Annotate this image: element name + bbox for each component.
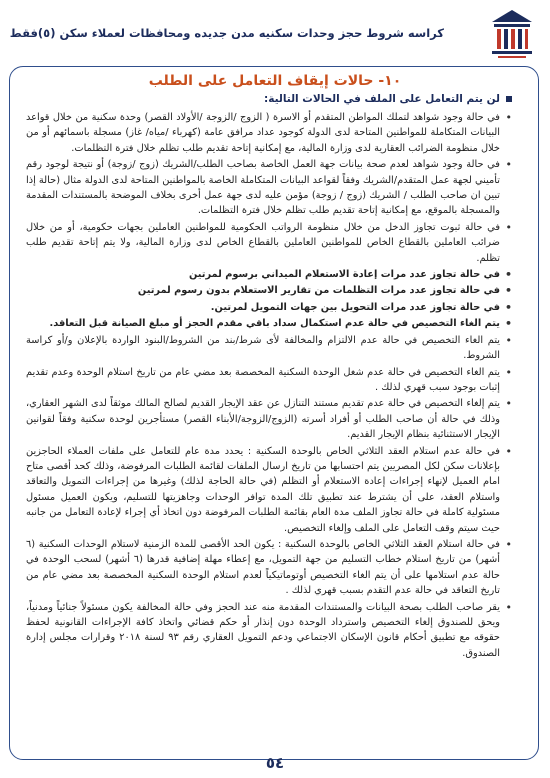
page-header [0,0,550,68]
header-title: كراسه شروط حجز وحدات سكنيه مدن جديده ومحافظات لعملاء سكن (٥)فقط [9,26,444,40]
list-item: • يتم إلغاء التخصيص في حالة عدم تقديم مستند التنازل عن عقد الإيجار القديم لصالح المالك موثقاً لدى الشهر العقاري، وذلك في حالة أن صاحب الطلب أو أفراد أسرته (الزوج/الزوجة/الأبناء القصر) مستأجرين لوحدة سكنية وفقاً لقوانين الإيجار الاستثنائية بنظام الإيجار القديم. [26,396,512,442]
list-item: • في حالة استلام العقد الثلاثي الخاص بالوحدة السكنية : يكون الحد الأقصى للمدة الزمنية لاستلام الوحدات السكنية (٦ أشهر) من تاريخ استلام خطاب التسليم من جهة التمويل، مع إعطاء مهلة إضافية قدرها (٦ أشهر) لسحب الوحدة في حالة عدم استلامها على أن يتم الغاء التخصيص أوتوماتيكياً لعدم استلام الوحدة السكنية المخصصة بعد مضي عام من تاريخ التعاقد في حالة عدم التقدم بسبب قهري لذلك . [26,537,512,599]
section-lead [32,93,512,105]
conditions-list [26,110,512,662]
list-item: • يقر صاحب الطلب بصحة البيانات والمستندات المقدمة منه عند الحجز وفي حالة المخالفة يكون مسئولاً جنائياً ومدنياً، ويحق للصندوق إلغاء التخصيص واسترداد الوحدة دون إنذار أو حكم قضائي واتخاذ كافة الإجراءات القانونية لحفظ حقوقه مع تطبيق أحكام قانون الإسكان الاجتماعي ودعم التمويل العقاري رقم ٩٣ لسنة ٢٠١٨ وقرارات مجلس إدارة الصندوق. [26,600,512,662]
list-item: • يتم الغاء التخصيص في حالة عدم استكمال سداد باقي مقدم الحجز أو مبلغ الصيانة قبل التعاقد. [26,316,512,331]
page-number: ٥٤ [265,754,285,772]
list-item: • في حالة ثبوت تجاوز الدخل من خلال منظومة الرواتب الحكومية للمواطنين العاملين بجهات حكومية، أو من خلال ضرائب العاملين بالقطاع الخاص للمواطنين العاملين بالقطاع الخاص لدى وزارة المالية، ولا يتم إتاحة تقديم طلب تظلم. [26,220,512,266]
list-item: • في حالة وجود شواهد لعدم صحة بيانات جهة العمل الخاصة بصاحب الطلب/الشريك (زوج /زوجة) أو نتيجة لوجود رقم تأميني لجهة عمل المتقدم/الشريك وفقاً لقواعد البيانات المتكاملة الخاصة بالمواطنين المتاحة لدى الدولة مثال (حالة إذا تبين ان صاحب الطلب / الشريك (زوج / زوجة) مؤمن عليه لدى جهة عمل أخرى بخلاف الموضحة بالمستندات المقدمة والمسجلة بالموقع، مع إمكانية إتاحة تقديم طلب تظلم خلال فترة التظلمات. [26,157,512,219]
section-lead-text: لن يتم التعامل على الملف في الحالات التالية: [264,93,500,105]
list-item: • في حالة تجاوز عدد مرات إعادة الاستعلام الميداني برسوم لمرتين [26,267,512,282]
list-item: • يتم الغاء التخصيص في حالة عدم الالتزام والمخالفة لأى شرط/بند من الشروط/البنود الواردة بالإعلان و/أو كراسة الشروط. [26,333,512,364]
list-item: • في حالة وجود شواهد لتملك المواطن المتقدم أو الاسرة ( الزوج /الزوجة /الأولاد القصر) وحدة سكنية من خلال قواعد البيانات المتكاملة للمواطنين المتاحة لدى الدولة كوجود عداد مرافق عامة (كهرباء /مياه/ غاز) مسجلة باسمائهم أو من خلال منظومة الضرائب العقارية لدى وزارة المالية، مع إمكانية إتاحة تقديم طلب تظلم خلال فترة التظلمات. [26,110,512,156]
list-item: • في حالة عدم استلام العقد الثلاثي الخاص بالوحدة السكنية : يحدد مدة عام للتعامل على ملفات العملاء الحاجزين بإعلانات سكن لكل المصريين يتم احتسابها من تاريخ ارسال الملفات لقائمة الطلبات المرفوضة، وذلك كحد أقصى متاح امام العميل لإنهاء إجراءات إعادة الاستعلام أو التظلم (في حالة الحاجة لذلك) وغيرها من إجراءات التمويل والتعاقد واستلام العقد، على أن يشترط عند تطبيق تلك المدة توافر الوحدات وجاهزيتها للتسليم، ويكون العميل مسئول مسئولية كاملة في حالة تجاوز الملف مدة العام بقائمة الطلبات المرفوضة دون اتخاذ أي إجراء لإعادة التعامل من جانبه حيث سيتم وقف التعامل على الملف وإلغاء التخصيص. [26,444,512,536]
square-bullet-icon [506,96,512,102]
section-title: ١٠- حالات إيقاف التعامل على الطلب [148,73,402,89]
ministry-logo-icon [488,6,536,62]
list-item: • في حالة تجاوز عدد مرات التحويل بين جهات التمويل لمرتين. [26,300,512,315]
list-item: • يتم الغاء التخصيص في حالة عدم شغل الوحدة السكنية المخصصة بعد مضي عام من تاريخ استلام الوحدة وعدم تقديم إثبات بوجود سبب قهري لذلك . [26,365,512,396]
list-item: • في حالة تجاوز عدد مرات التظلمات من تقارير الاستعلام بدون رسوم لمرتين [26,283,512,298]
